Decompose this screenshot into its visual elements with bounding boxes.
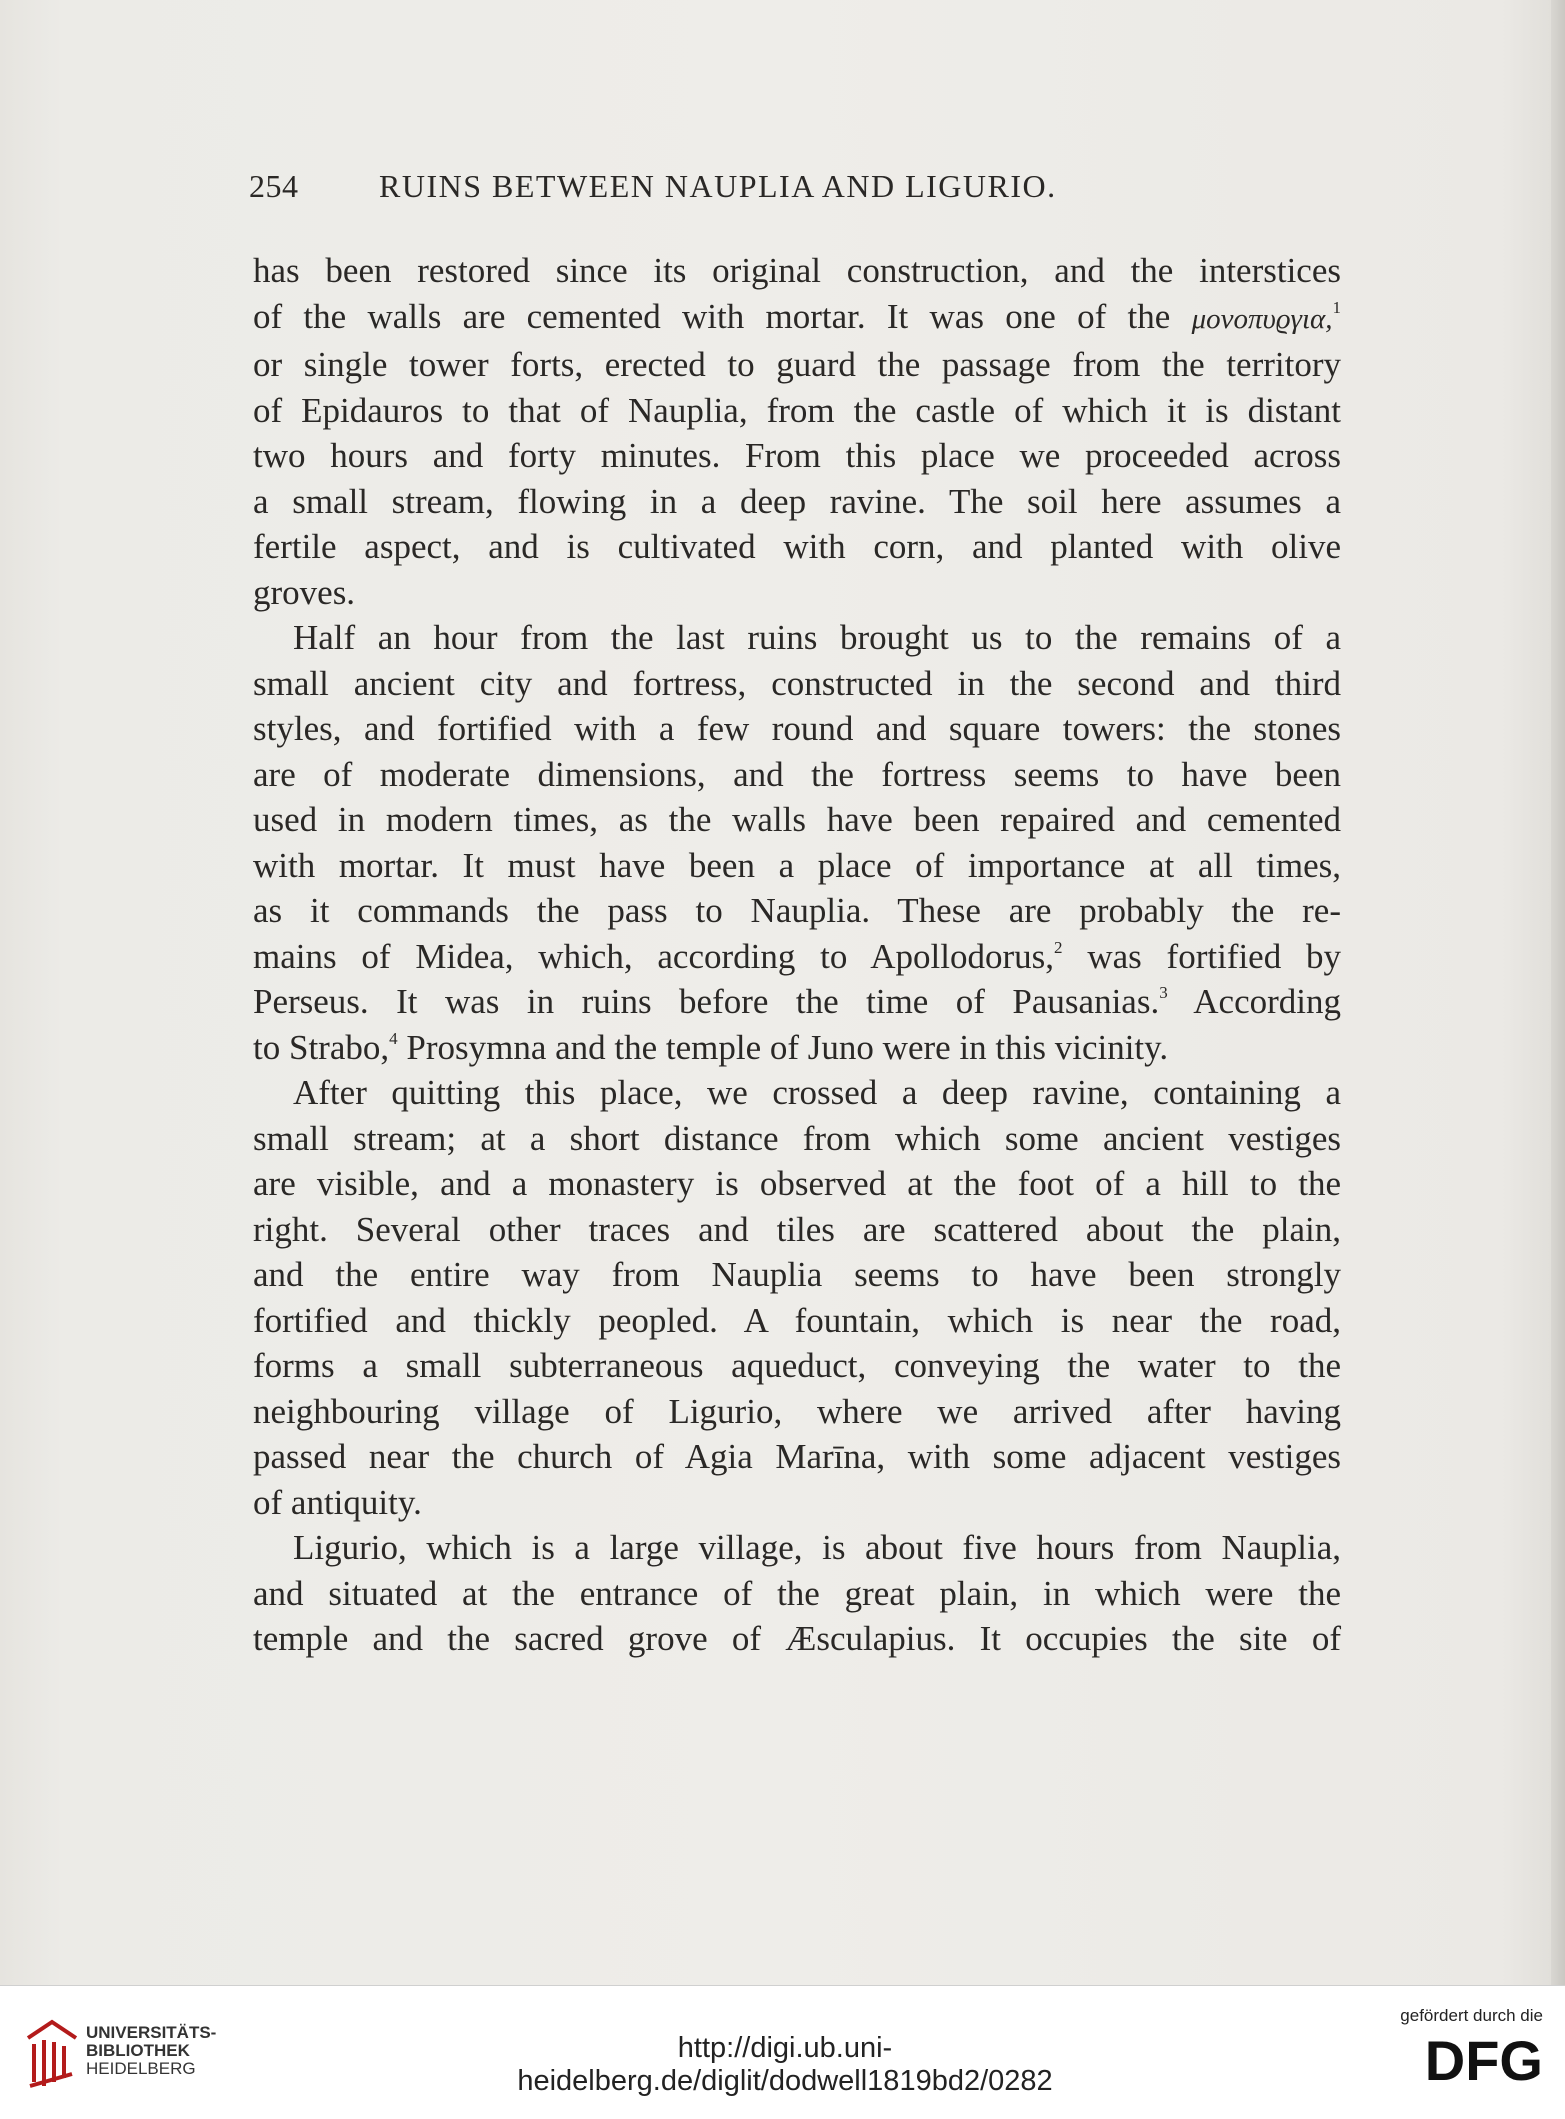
text-fragment: to Strabo, xyxy=(253,1027,390,1067)
text-line: with mortar. It must have been a place of importance at all times, xyxy=(253,845,1341,885)
footnote-ref: 3 xyxy=(1159,983,1168,1002)
permalink-url[interactable]: http://digi.ub.uni-heidelberg.de/diglit/dodwell1819bd2/0282 xyxy=(517,2032,1053,2097)
text-line: used in modern times, as the walls have been repaired and cemented xyxy=(253,800,1341,839)
text-fragment: According xyxy=(1193,982,1341,1021)
running-title: RUINS BETWEEN NAUPLIA AND LIGURIO. xyxy=(379,168,1057,204)
text-line: are of moderate dimensions, and the fortress seems to have been xyxy=(253,754,1341,794)
text-line: After quitting this place, we crossed a deep ravine, containing a xyxy=(293,1073,1341,1112)
text-line: groves. xyxy=(253,572,356,612)
text-line: right. Several other traces and tiles are scattered about the plain, xyxy=(253,1209,1341,1249)
text-fragment: mains of Midea, which, according to Apollodorus, xyxy=(253,936,1055,976)
text-line: passed near the church of Agia Marīna, with some adjacent vestiges xyxy=(253,1437,1341,1476)
text-line: of Epidauros to that of Nauplia, from the castle of which it is distant xyxy=(253,390,1341,430)
page-number: 254 xyxy=(249,168,299,204)
text-line: as it commands the pass to Nauplia. These are probably the re- xyxy=(253,891,1341,930)
body-text xyxy=(253,248,1341,1662)
library-logo-icon[interactable] xyxy=(22,2016,82,2090)
footnote-ref: 2 xyxy=(1054,937,1063,957)
text-line: are visible, and a monastery is observed at the foot of a hill to the xyxy=(253,1164,1341,1203)
sponsor xyxy=(1343,2006,1543,2086)
dfg-logo-icon[interactable] xyxy=(1393,2032,1543,2086)
text-line: neighbouring village of Ligurio, where we arrived after having xyxy=(253,1391,1341,1431)
text-line: a small stream, flowing in a deep ravine. The soil here assumes a xyxy=(253,481,1341,521)
text-fragment: was fortified by xyxy=(1087,936,1342,976)
text-fragment: Perseus. It was in ruins before the time of Pausanias. xyxy=(253,982,1160,1021)
text-line: small ancient city and fortress, constructed in the second and third xyxy=(253,663,1341,703)
library-name-line: HEIDELBERG xyxy=(86,2059,196,2078)
text-line: has been restored since its original construction, and the interstices xyxy=(253,251,1341,290)
text-line xyxy=(253,294,1341,343)
text-line: and the entire way from Nauplia seems to have been strongly xyxy=(253,1255,1341,1294)
library-name-line: BIBLIOTHEK xyxy=(86,2041,190,2060)
text-line: temple and the sacred grove of Æsculapius. It occupies the site of xyxy=(253,1619,1341,1658)
text-line: of antiquity. xyxy=(253,1482,422,1522)
running-head xyxy=(249,160,1339,212)
text-line xyxy=(253,934,1341,980)
page-edge xyxy=(1551,0,1565,1985)
library-name-line: UNIVERSITÄTS- xyxy=(86,2023,217,2042)
text-line: fortified and thickly peopled. A fountain, which is near the road, xyxy=(253,1300,1341,1340)
greek-word: μονοπυϱγια, xyxy=(1191,302,1333,335)
footnote-ref: 4 xyxy=(389,1028,398,1048)
text-line: small stream; at a short distance from which some ancient vestiges xyxy=(253,1118,1341,1158)
text-line: Half an hour from the last ruins brought us to the remains of a xyxy=(293,618,1341,657)
text-line: and situated at the entrance of the great plain, in which were the xyxy=(253,1573,1341,1613)
text-line: or single tower forts, erected to guard the passage from the territory xyxy=(253,345,1341,384)
text-fragment: Prosymna and the temple of Juno were in this vicinity. xyxy=(406,1027,1169,1067)
text-fragment: of the walls are cemented with mortar. It was one of the xyxy=(253,296,1171,336)
text-line: fertile aspect, and is cultivated with corn, and planted with olive xyxy=(253,527,1341,566)
footer-bar xyxy=(0,1985,1565,2119)
text-line xyxy=(253,1025,1341,1071)
sponsor-text: gefördert durch die xyxy=(1400,2006,1543,2025)
text-line xyxy=(253,979,1341,1025)
dfg-logo-text: DFG xyxy=(1424,2032,1543,2086)
library-name xyxy=(86,2024,216,2078)
text-line: forms a small subterraneous aqueduct, conveying the water to the xyxy=(253,1346,1341,1385)
text-line: two hours and forty minutes. From this place we proceeded across xyxy=(253,436,1341,475)
footnote-ref: 1 xyxy=(1332,297,1341,317)
text-line: styles, and fortified with a few round and square towers: the stones xyxy=(253,709,1341,748)
text-line: Ligurio, which is a large village, is about five hours from Nauplia, xyxy=(293,1528,1341,1567)
